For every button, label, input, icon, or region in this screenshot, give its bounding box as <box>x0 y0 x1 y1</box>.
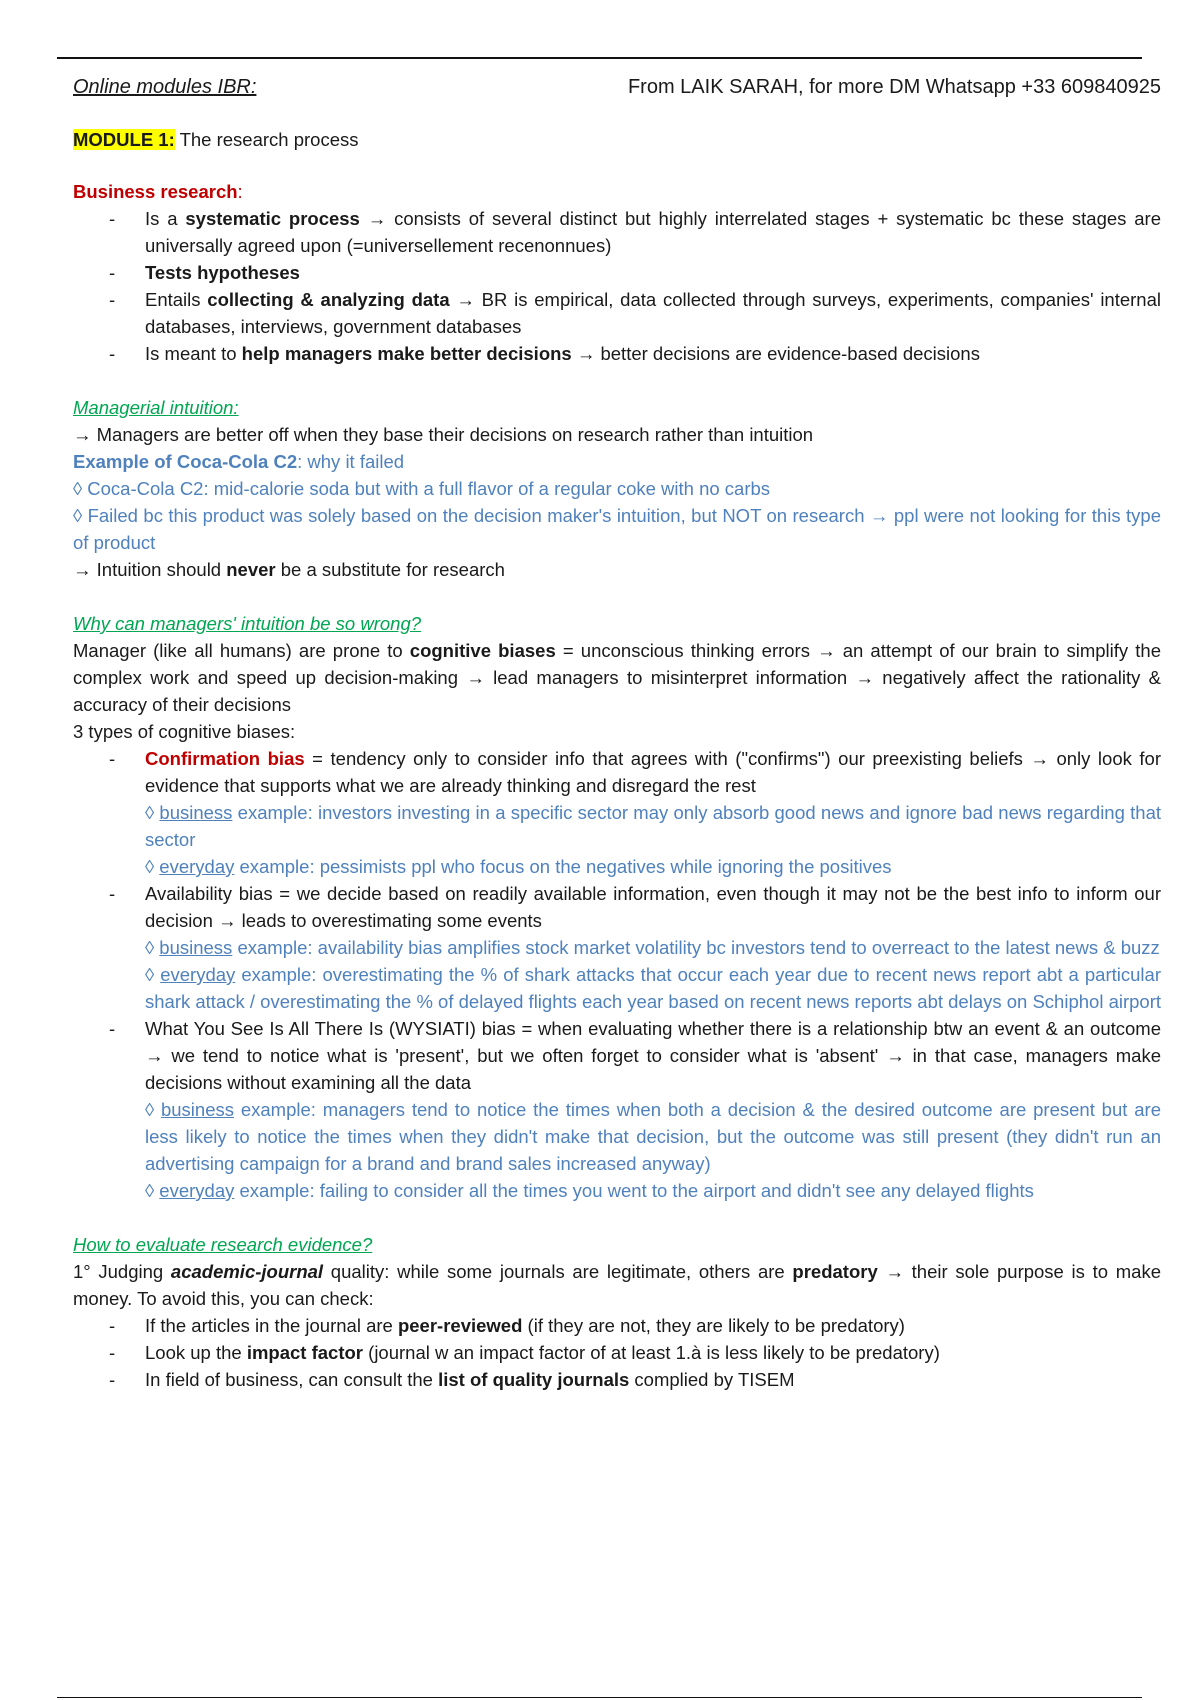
bias-item-availability: - Availability bias = we decide based on readily available information, even though it may not be the best info to inform our decision → leads to overestimating some events ◊ business example: availability bias amplifies stock market volatility bc investors tend to overreact to the latest news & buzz ◊ everyday example: overestimating the % of shark attacks that occur each year due to recent news report abt a particular shark attack / overestimating the % of delayed flights each year based on recent news reports abt delays on Schiphol airport <box>73 880 1161 1015</box>
evaluate-section <box>73 1231 1161 1393</box>
business-example: ◊ business example: managers tend to notice the times when both a decision & the desired outcome are present but are less likely to notice the times when they didn't make that decision, but the outcome was still present (they didn't run an advertising campaign for a brand and brand sales increased anyway) <box>145 1099 1161 1174</box>
everyday-example: ◊ everyday example: overestimating the % of shark attacks that occur each year due to recent news report abt a particular shark attack / overestimating the % of delayed flights each year based on recent news reports abt delays on Schiphol airport <box>145 964 1162 1012</box>
module-label: MODULE 1: <box>73 129 175 150</box>
managerial-intuition-heading: Managerial intuition: <box>73 397 239 418</box>
example-point: ◊ Coca-Cola C2: mid-calorie soda but with a full flavor of a regular coke with no carbs <box>73 478 771 499</box>
managerial-intuition-section <box>73 394 1161 583</box>
bias-item-wysiati: - What You See Is All There Is (WYSIATI) bias = when evaluating whether there is a relationship btw an event & an outcome → we tend to notice what is 'present', but we often forget to consider what is 'absent' → in that case, managers make decisions without examining all the data ◊ business example: managers tend to notice the times when both a decision & the desired outcome are present but are less likely to notice the times when they didn't make that decision, but the outcome was still present (they didn't run an advertising campaign for a brand and brand sales increased anyway) ◊ everyday example: failing to consider all the times you went to the airport and didn't see any delayed flights <box>73 1015 1161 1204</box>
list-item: - In field of business, can consult the list of quality journals complied by TISEM <box>73 1366 1161 1393</box>
business-example: ◊ business example: availability bias amplifies stock market volatility bc investors tend to overreact to the latest news & buzz <box>145 937 1160 958</box>
bottom-rule <box>57 1697 1142 1698</box>
everyday-example: ◊ everyday example: pessimists ppl who focus on the negatives while ignoring the positives <box>145 856 892 877</box>
list-item: - Tests hypotheses <box>73 259 1161 286</box>
list-item: - Look up the impact factor (journal w an impact factor of at least 1.à is less likely to be predatory) <box>73 1339 1161 1366</box>
module-heading <box>73 126 1161 153</box>
intuition-line: → Managers are better off when they base their decisions on research rather than intuition <box>73 424 814 445</box>
why-wrong-section <box>73 610 1161 1204</box>
example-point: ◊ Failed bc this product was solely based on the decision maker's intuition, but NOT on research → ppl were not looking for this type of product <box>73 505 1161 553</box>
journal-quality-paragraph: 1° Judging academic-journal quality: while some journals are legitimate, others are predatory → their sole purpose is to make money. To avoid this, you can check: <box>73 1261 1161 1309</box>
list-item: - If the articles in the journal are peer-reviewed (if they are not, they are likely to be predatory) <box>73 1312 1161 1339</box>
business-research-section <box>73 178 1161 367</box>
evaluate-list <box>73 1312 1161 1393</box>
cognitive-biases-paragraph: Manager (like all humans) are prone to cognitive biases = unconscious thinking errors → an attempt of our brain to simplify the complex work and speed up decision-making → lead managers to misinterpret information → negatively affect the rationality & accuracy of their decisions <box>73 640 1161 715</box>
module-title: The research process <box>174 129 359 150</box>
intuition-conclusion: → Intuition should never be a substitute for research <box>73 559 505 580</box>
top-rule <box>57 57 1142 59</box>
list-item: - Entails collecting & analyzing data → BR is empirical, data collected through surveys, experiments, companies' internal databases, interviews, government databases <box>73 286 1161 340</box>
bias-list <box>73 745 1161 1204</box>
author-contact: From LAIK SARAH, for more DM Whatsapp +33 609840925 <box>627 76 1161 98</box>
why-wrong-heading: Why can managers' intuition be so wrong? <box>73 613 422 634</box>
evaluate-heading: How to evaluate research evidence? <box>73 1234 373 1255</box>
business-example: ◊ business example: investors investing in a specific sector may only absorb good news and ignore bad news regarding that sector <box>145 802 1161 850</box>
coca-cola-example-heading: Example of Coca-Cola C2: why it failed <box>73 451 405 472</box>
bias-item-confirmation: - Confirmation bias = tendency only to consider info that agrees with ("confirms") our preexisting beliefs → only look for evidence that supports what we are already thinking and disregard the rest ◊ business example: investors investing in a specific sector may only absorb good news and ignore bad news regarding that sector ◊ everyday example: pessimists ppl who focus on the negatives while ignoring the positives <box>73 745 1161 880</box>
list-item: - Is a systematic process → consists of several distinct but highly interrelated stages + systematic bc these stages are universally agreed upon (=universellement recenonnues) <box>73 205 1161 259</box>
page-header <box>73 72 1161 102</box>
list-item: - Is meant to help managers make better decisions → better decisions are evidence-based decisions <box>73 340 1161 367</box>
document-page <box>73 72 1161 1420</box>
business-research-heading: Business research: <box>73 181 243 202</box>
everyday-example: ◊ everyday example: failing to consider all the times you went to the airport and didn't see any delayed flights <box>145 1180 1034 1201</box>
business-research-list <box>73 205 1161 367</box>
bias-types-intro: 3 types of cognitive biases: <box>73 721 296 742</box>
document-title: Online modules IBR: <box>73 76 257 98</box>
